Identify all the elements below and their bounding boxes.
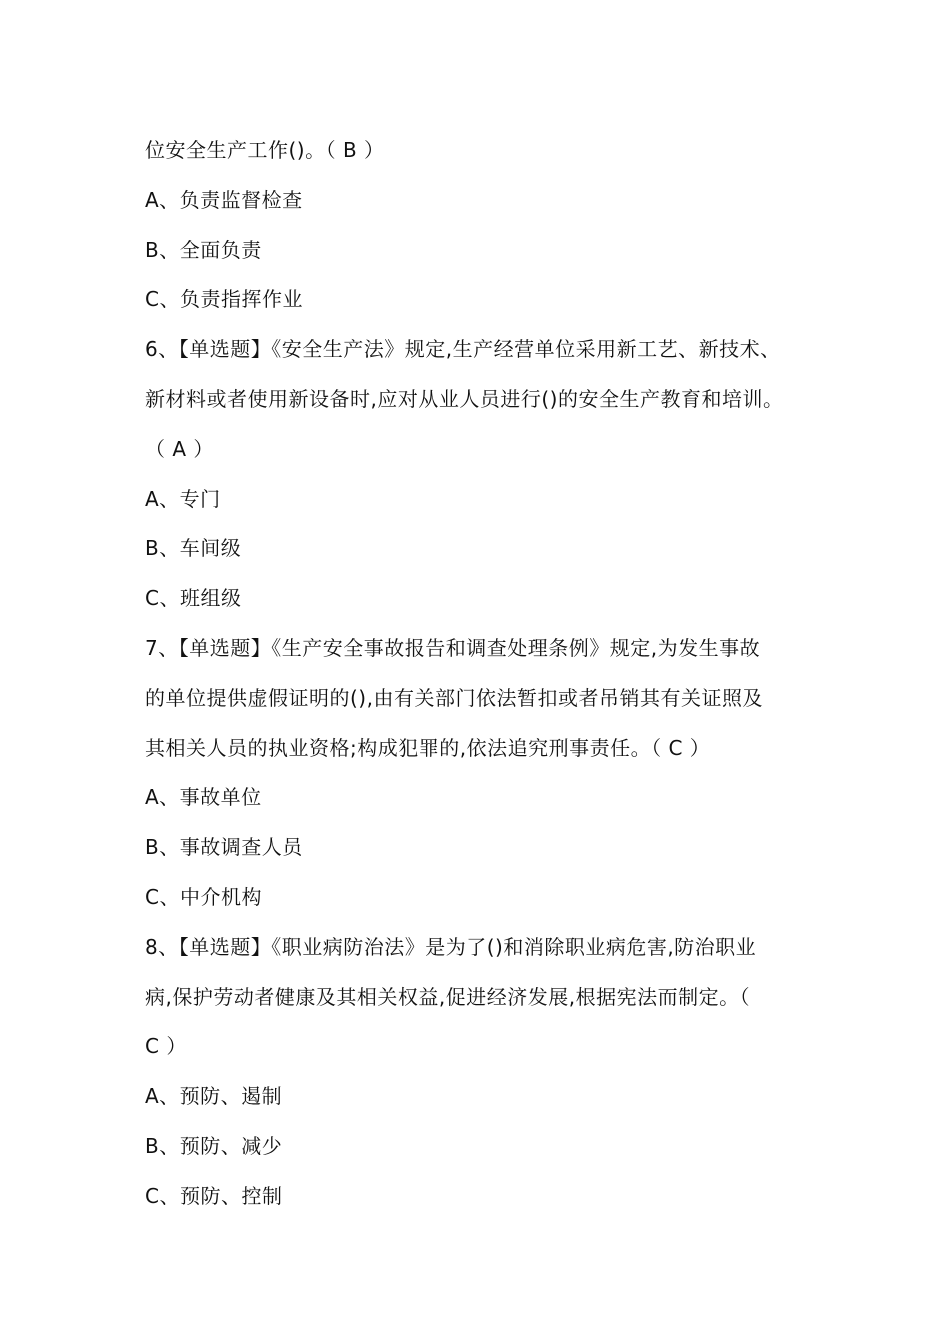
question-text-block <box>145 133 835 1229</box>
question-7-option-c: C、中介机构 <box>145 884 262 909</box>
question-7-option-b: B、事故调查人员 <box>145 835 303 860</box>
question-8-option-a: A、预防、遏制 <box>145 1084 283 1109</box>
question-8-option-c: C、预防、控制 <box>145 1183 283 1208</box>
question-5-option-c: C、负责指挥作业 <box>145 287 303 312</box>
question-6-answer: （ A ） <box>145 436 214 461</box>
question-7-text-line-2: 的单位提供虚假证明的(),由有关部门依法暂扣或者吊销其有关证照及 <box>145 685 763 710</box>
question-5-option-b: B、全面负责 <box>145 237 262 262</box>
question-6-text-line-1: 6、【单选题】《安全生产法》规定,生产经营单位采用新工艺、新技术、 <box>145 337 781 362</box>
question-6-option-a: A、专门 <box>145 486 221 511</box>
question-8-answer: C ） <box>145 1034 187 1059</box>
question-7-text-line-1: 7、【单选题】《生产安全事故报告和调查处理条例》规定,为发生事故 <box>145 635 761 660</box>
question-7-text-line-3: 其相关人员的执业资格;构成犯罪的,依法追究刑事责任。（ C ） <box>145 735 711 760</box>
question-7-option-a: A、事故单位 <box>145 785 262 810</box>
question-5-option-a: A、负责监督检查 <box>145 187 303 212</box>
question-5-continuation: 位安全生产工作()。（ B ） <box>145 138 385 162</box>
question-6-option-b: B、车间级 <box>145 536 242 561</box>
question-8-text-line-1: 8、【单选题】《职业病防治法》是为了()和消除职业病危害,防治职业 <box>145 934 757 959</box>
question-6-text-line-2: 新材料或者使用新设备时,应对从业人员进行()的安全生产教育和培训。 <box>145 386 784 411</box>
question-6-option-c: C、班组级 <box>145 586 242 611</box>
question-8-option-b: B、预防、减少 <box>145 1133 283 1158</box>
question-8-text-line-2: 病,保护劳动者健康及其相关权益,促进经济发展,根据宪法而制定。（ <box>145 984 751 1009</box>
